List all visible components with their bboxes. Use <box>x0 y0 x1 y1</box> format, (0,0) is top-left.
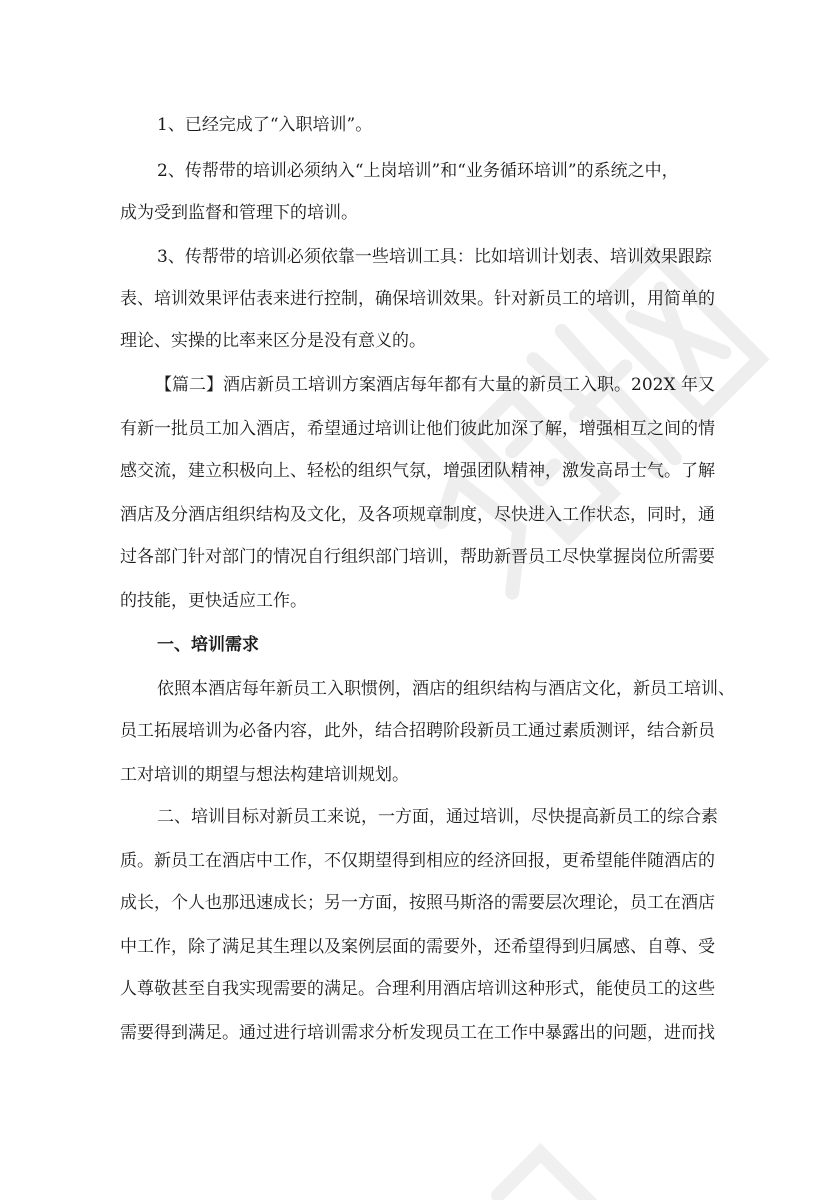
text-line: 表、培训效果评估表来进行控制，确保培训效果。针对新员工的培训，用简单的 <box>120 289 715 309</box>
text-line: 【篇二】酒店新员工培训方案酒店每年都有大量的新员工入职。202X 年又 <box>155 375 715 395</box>
text-line: 成为受到监督和管理下的培训。 <box>120 203 358 223</box>
text-line: 二、培训目标对新员工来说，一方面，通过培训，尽快提高新员工的综合素 <box>157 807 718 827</box>
text-line: 员工拓展培训为必备内容，此外，结合招聘阶段新员工通过素质测评，结合新员 <box>120 721 715 741</box>
text-line: 质。新员工在酒店中工作，不仅期望得到相应的经济回报，更希望能伴随酒店的 <box>120 851 715 871</box>
text-line: 2、传帮带的培训必须纳入“上岗培训”和“业务循环培训”的系统之中， <box>157 161 679 181</box>
text-line: 感交流，建立积极向上、轻松的组织气氛，增强团队精神，激发高昂士气。了解 <box>120 461 715 481</box>
text-line: 依照本酒店每年新员工入职惯例，酒店的组织结构与酒店文化，新员工培训、 <box>157 679 735 699</box>
text-line: 理论、实操的比率来区分是没有意义的。 <box>120 331 426 351</box>
text-line: 人尊敬甚至自我实现需要的满足。合理利用酒店培训这种形式，能使员工的这些 <box>120 979 715 999</box>
text-line: 工对培训的期望与想法构建培训规划。 <box>120 765 409 785</box>
text-line: 1、已经完成了“入职培训”。 <box>157 115 373 135</box>
text-line: 过各部门针对部门的情况自行组织部门培训，帮助新晋员工尽快掌握岗位所需要 <box>120 547 715 567</box>
watermark-icon <box>380 1040 800 1200</box>
text-line: 成长，个人也那迅速成长；另一方面，按照马斯洛的需要层次理论，员工在酒店 <box>120 893 715 913</box>
text-line: 中工作，除了满足其生理以及案例层面的需要外，还希望得到归属感、自尊、受 <box>120 937 715 957</box>
section-heading: 一、培训需求 <box>157 635 259 655</box>
text-line: 3、传帮带的培训必须依靠一些培训工具：比如培训计划表、培训效果跟踪 <box>157 247 712 267</box>
text-line: 酒店及分酒店组织结构及文化，及各项规章制度，尽快进入工作状态，同时，通 <box>120 505 715 525</box>
text-line: 的技能，更快适应工作。 <box>120 591 307 611</box>
text-line: 有新一批员工加入酒店，希望通过培训让他们彼此加深了解，增强相互之间的情 <box>120 419 715 439</box>
text-line: 需要得到满足。通过进行培训需求分析发现员工在工作中暴露出的问题，进而找 <box>120 1023 715 1043</box>
